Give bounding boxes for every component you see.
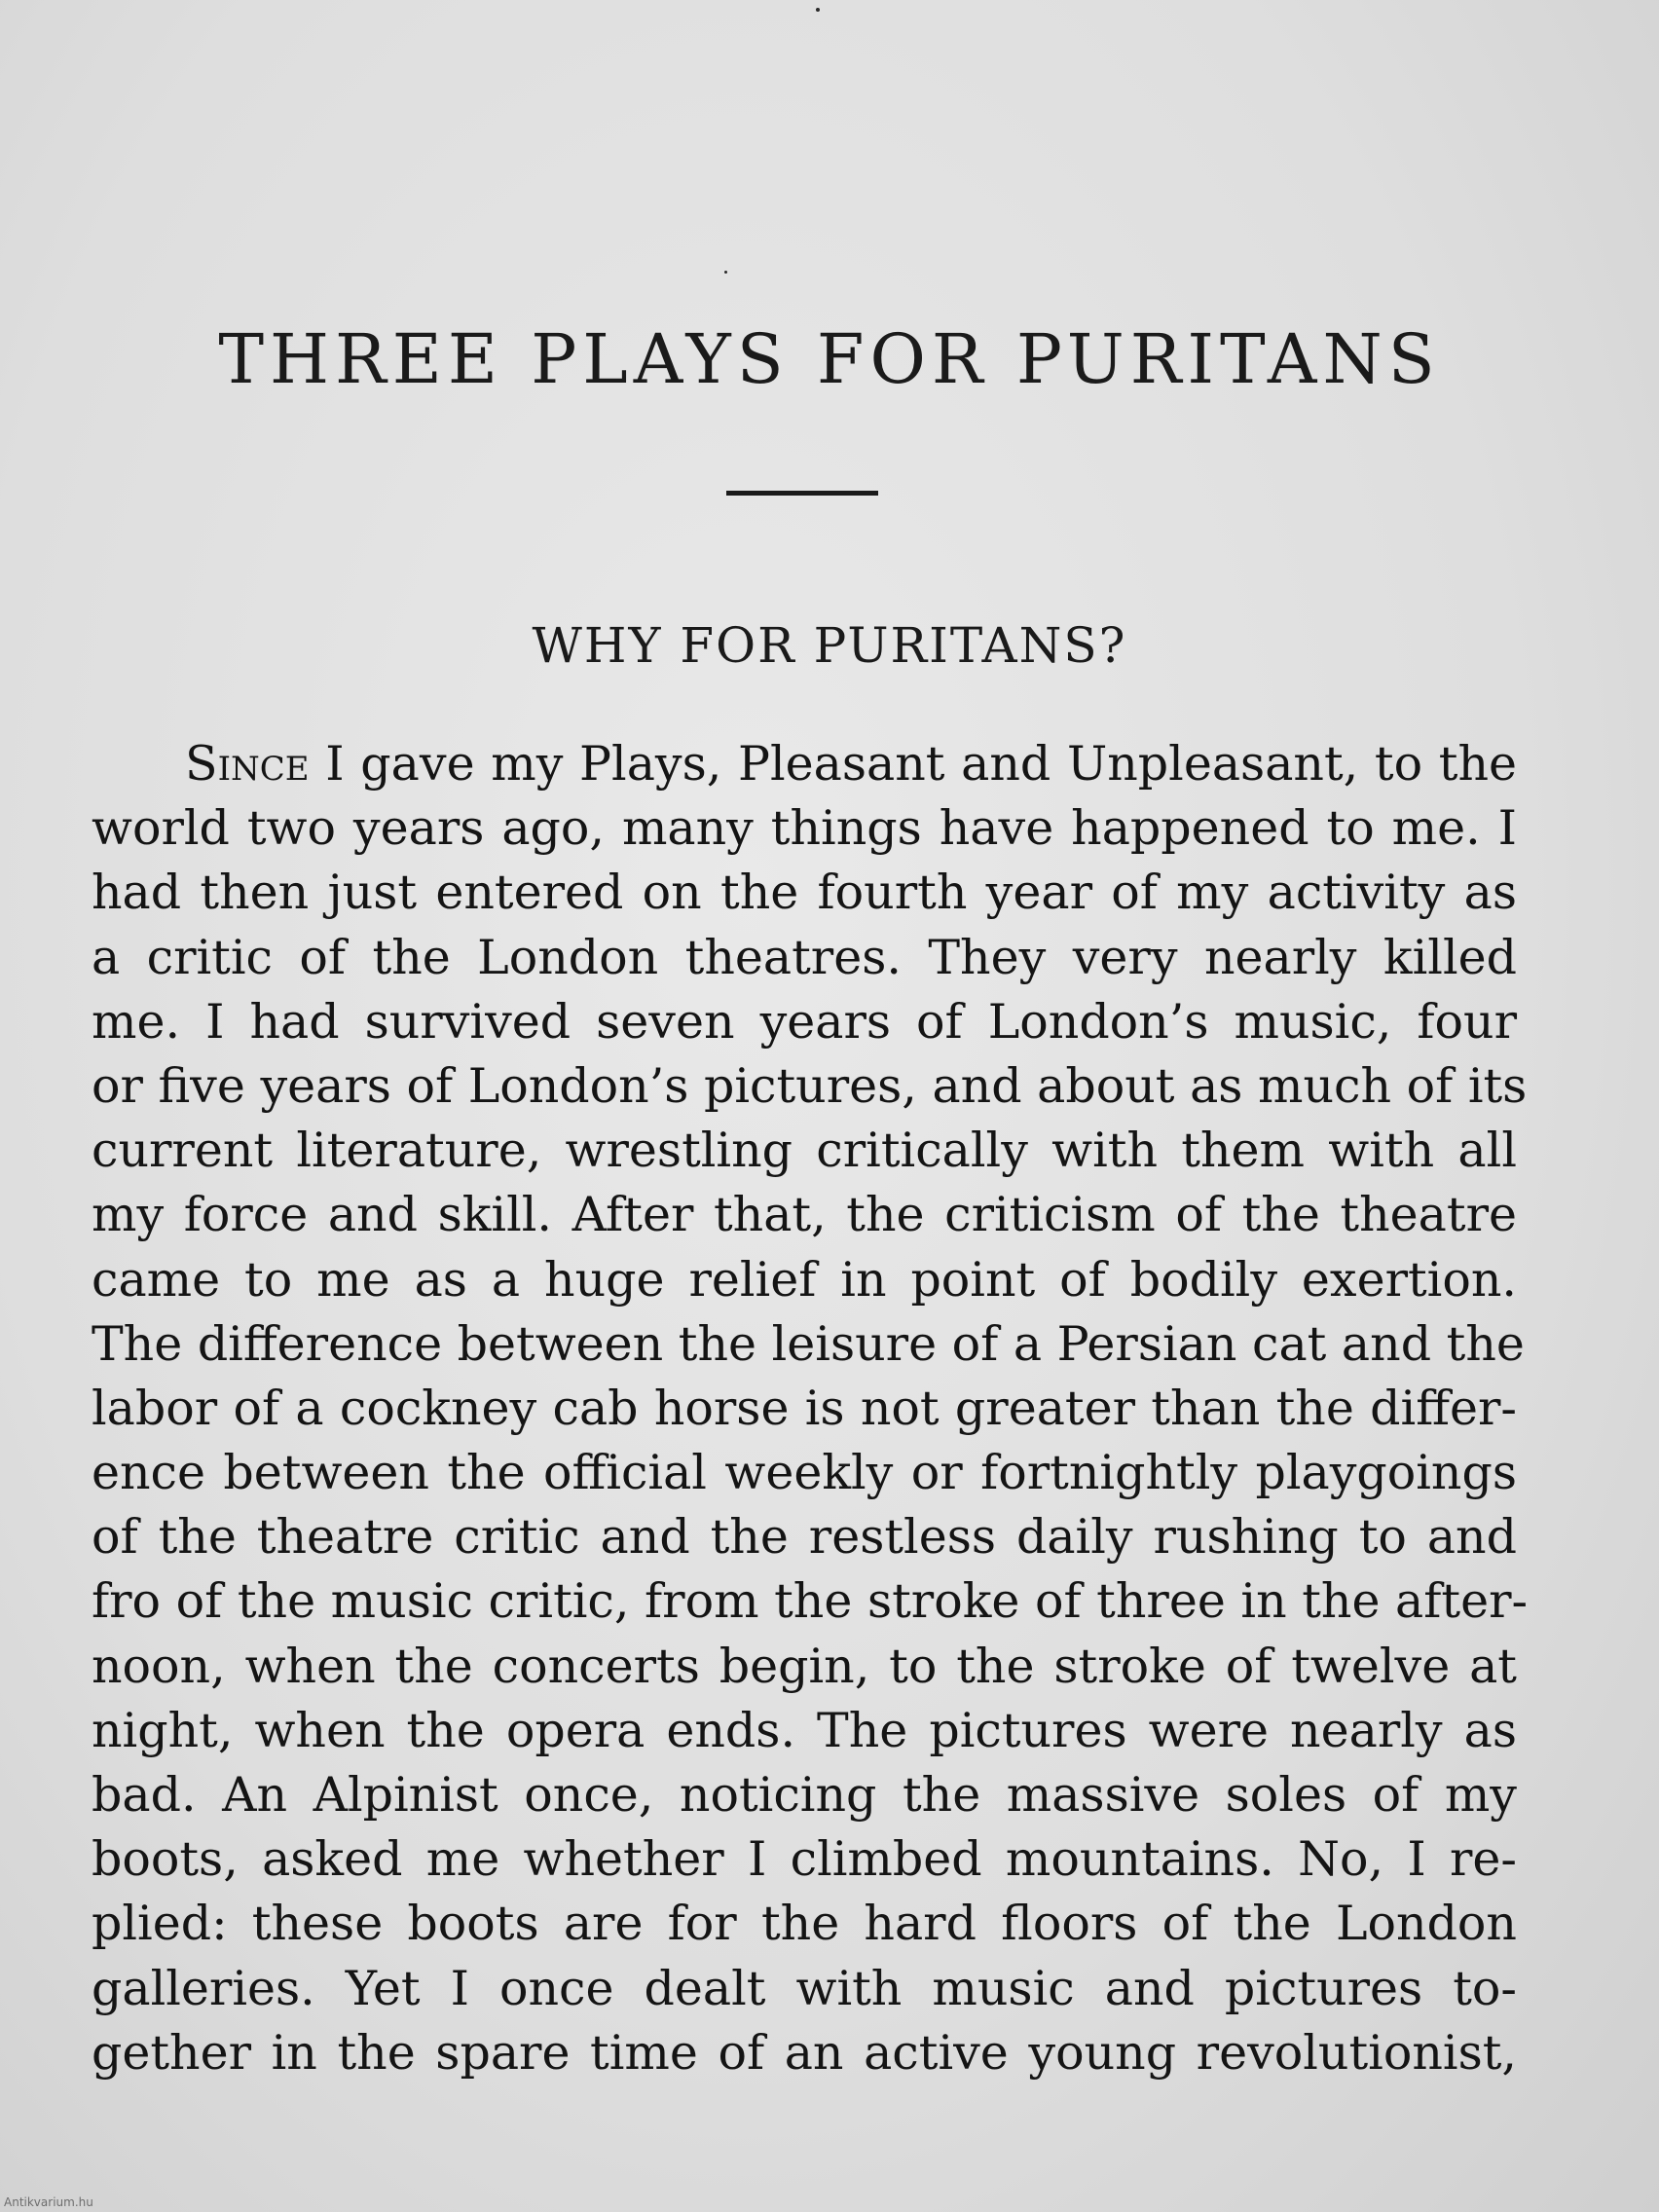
text-line: a critic of the London theatres. They very nearly killed — [92, 929, 1517, 985]
text-line: me. I had survived seven years of London’s music, four — [92, 993, 1517, 1050]
ink-speck — [724, 271, 727, 274]
title-divider — [726, 491, 878, 496]
text-line: of the theatre critic and the restless daily rushing to and — [92, 1509, 1517, 1566]
text-line: Since I gave my Plays, Pleasant and Unpleasant, to the — [185, 736, 1518, 792]
text-line: The difference between the leisure of a Persian cat and the — [92, 1315, 1525, 1372]
text-line: had then just entered on the fourth year of my activity as — [92, 865, 1517, 921]
text-line: current literature, wrestling critically with them with all — [92, 1123, 1517, 1179]
source-watermark: Antikvarium.hu — [4, 2195, 93, 2209]
text-line: gether in the spare time of an active young revolutionist, — [92, 2024, 1517, 2081]
lead-word: Since — [185, 736, 310, 792]
text-line: world two years ago, many things have happened to me. I — [92, 800, 1517, 857]
text-line: or five years of London’s pictures, and about as much of its — [92, 1057, 1528, 1114]
text-line: came to me as a huge relief in point of bodily exertion. — [92, 1251, 1517, 1308]
text-line: noon, when the concerts begin, to the stroke of twelve at — [92, 1638, 1517, 1694]
text-line: galleries. Yet I once dealt with music and pictures to- — [92, 1960, 1517, 2016]
ink-speck — [816, 8, 820, 12]
text-line: boots, asked me whether I climbed mountains. No, I re- — [92, 1831, 1517, 1888]
page-title: THREE PLAYS FOR PURITANS — [218, 319, 1441, 399]
text-line: plied: these boots are for the hard floors of the London — [92, 1896, 1517, 1952]
text-line: night, when the opera ends. The pictures were nearly as — [92, 1702, 1517, 1758]
text-line: ence between the official weekly or fortnightly playgoings — [92, 1445, 1517, 1501]
text-line: bad. An Alpinist once, noticing the massive soles of my — [92, 1767, 1517, 1823]
text-line: my force and skill. After that, the criticism of the theatre — [92, 1187, 1517, 1243]
section-heading: WHY FOR PURITANS? — [532, 617, 1127, 674]
text-line: fro of the music critic, from the stroke of three in the after- — [92, 1573, 1529, 1630]
text-line: labor of a cockney cab horse is not greater than the differ- — [92, 1380, 1517, 1436]
body-paragraph — [92, 732, 1529, 2085]
